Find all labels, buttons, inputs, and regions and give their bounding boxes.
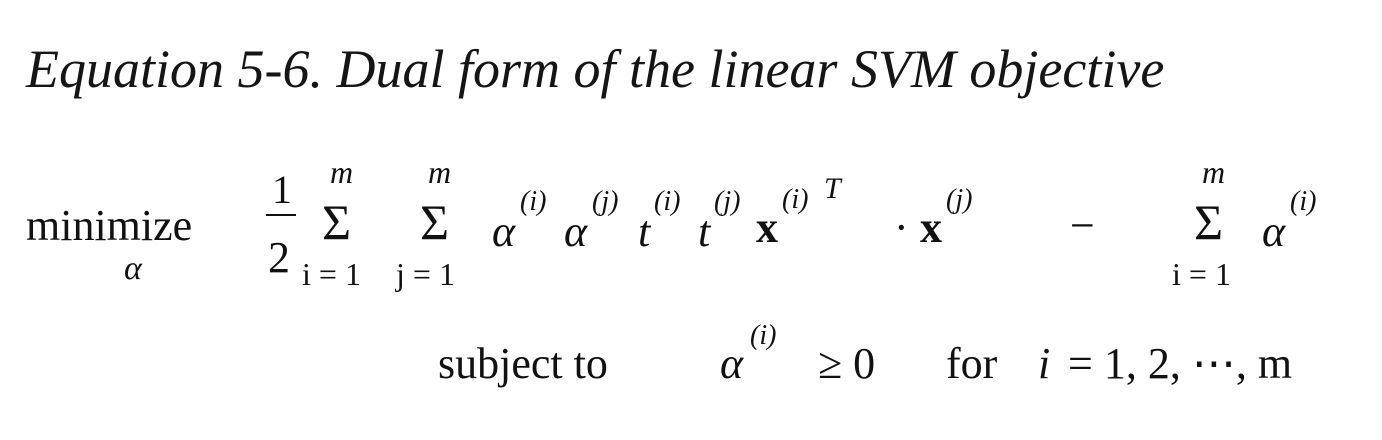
t-j-superscript: (j) bbox=[714, 186, 741, 217]
sum-i-symbol: Σ bbox=[322, 194, 352, 250]
alpha-i-superscript: (i) bbox=[520, 186, 547, 217]
transpose-superscript: T bbox=[824, 172, 841, 205]
for-label: for bbox=[946, 339, 998, 388]
sum-alpha-lower: i = 1 bbox=[1172, 256, 1231, 292]
t-j: t bbox=[698, 207, 711, 256]
t-i-superscript: (i) bbox=[654, 186, 681, 217]
x-j-vector: x bbox=[920, 203, 942, 252]
index-variable: i bbox=[1038, 339, 1051, 388]
minus-operator: − bbox=[1070, 201, 1095, 250]
x-i-vector: x bbox=[756, 203, 778, 252]
sum-alpha-symbol: Σ bbox=[1194, 194, 1224, 250]
equation-title: Equation 5-6. Dual form of the linear SVM objective bbox=[26, 39, 1165, 99]
alpha-j-superscript: (j) bbox=[592, 186, 619, 217]
sum-i-lower: i = 1 bbox=[302, 256, 361, 292]
constraint-alpha-superscript: (i) bbox=[750, 320, 777, 351]
constraint-alpha: α bbox=[720, 339, 744, 388]
t-i: t bbox=[638, 207, 651, 256]
index-values: = 1, 2, ⋯, m bbox=[1068, 339, 1293, 388]
alpha-sum-superscript: (i) bbox=[1290, 186, 1317, 217]
x-i-superscript: (i) bbox=[782, 184, 809, 215]
constraint-relation: ≥ 0 bbox=[818, 339, 876, 388]
dot-operator: · bbox=[894, 203, 909, 252]
minimize-subscript: α bbox=[124, 250, 142, 287]
sum-i-upper: m bbox=[330, 154, 354, 190]
alpha-sum-term: α bbox=[1262, 207, 1286, 256]
x-j-superscript: (j) bbox=[946, 184, 973, 215]
subject-to-label: subject to bbox=[438, 339, 608, 388]
sum-j-upper: m bbox=[428, 154, 452, 190]
alpha-j: α bbox=[564, 207, 588, 256]
sum-j-symbol: Σ bbox=[420, 194, 450, 250]
sum-alpha-upper: m bbox=[1202, 154, 1226, 190]
fraction-bar bbox=[266, 214, 296, 216]
fraction-numerator: 1 bbox=[272, 167, 292, 212]
minimize-operator: minimize bbox=[26, 201, 193, 250]
sum-j-lower: j = 1 bbox=[396, 256, 455, 292]
fraction-denominator: 2 bbox=[268, 233, 290, 282]
alpha-i: α bbox=[492, 207, 516, 256]
